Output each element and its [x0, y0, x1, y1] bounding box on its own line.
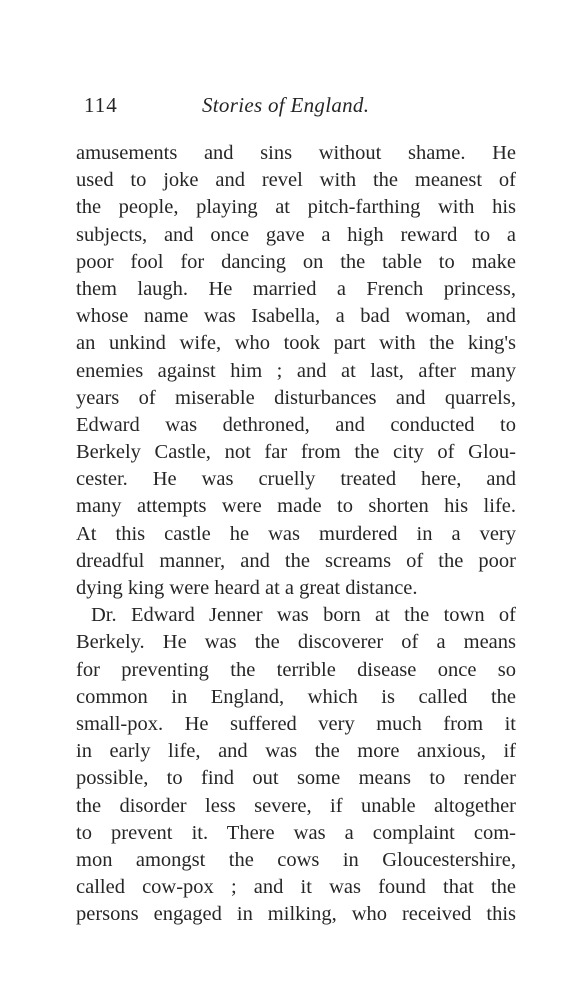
page-number: 114	[84, 93, 118, 117]
text-line: in early life, and was the more anxious, if	[76, 740, 516, 763]
text-line: At this castle he was murdered in a very	[76, 522, 516, 545]
text-line: Berkely Castle, not far from the city of Glou-	[76, 441, 516, 464]
text-line: mon amongst the cows in Gloucestershire,	[76, 848, 516, 871]
text-line: persons engaged in milking, who received this	[76, 903, 516, 926]
text-line: the people, playing at pitch-farthing with his	[76, 196, 516, 219]
text-line: to prevent it. There was a complaint com-	[76, 821, 516, 844]
running-title: Stories of England.	[202, 93, 370, 117]
text-line: common in England, which is called the	[76, 685, 516, 708]
text-line: Edward was dethroned, and conducted to	[76, 413, 516, 436]
text-line: dreadful manner, and the screams of the poor	[76, 549, 516, 572]
text-line: cester. He was cruelly treated here, and	[76, 468, 516, 491]
text-line: many attempts were made to shorten his life.	[76, 495, 516, 518]
text-line: called cow-pox ; and it was found that the	[76, 876, 516, 899]
page-header	[84, 93, 516, 123]
text-line: poor fool for dancing on the table to make	[76, 250, 516, 273]
paragraph-start-line: Dr. Edward Jenner was born at the town of	[91, 604, 516, 627]
text-line: years of miserable disturbances and quarrels,	[76, 386, 516, 409]
text-line: the disorder less severe, if unable altogether	[76, 794, 516, 817]
text-line: subjects, and once gave a high reward to a	[76, 223, 516, 246]
paragraph-end-line: dying king were heard at a great distance.	[76, 577, 418, 599]
text-line: used to joke and revel with the meanest of	[76, 169, 516, 192]
text-line: amusements and sins without shame. He	[76, 142, 516, 164]
text-line: whose name was Isabella, a bad woman, and	[76, 305, 516, 328]
text-line: possible, to find out some means to render	[76, 767, 516, 790]
text-line: an unkind wife, who took part with the king's	[76, 332, 516, 355]
text-line: enemies against him ; and at last, after many	[76, 359, 516, 382]
text-line: Berkely. He was the discoverer of a means	[76, 631, 516, 654]
text-line: small-pox. He suffered very much from it	[76, 712, 516, 735]
body-text	[76, 140, 516, 928]
text-line: them laugh. He married a French princess,	[76, 277, 516, 300]
text-line: for preventing the terrible disease once so	[76, 658, 516, 681]
